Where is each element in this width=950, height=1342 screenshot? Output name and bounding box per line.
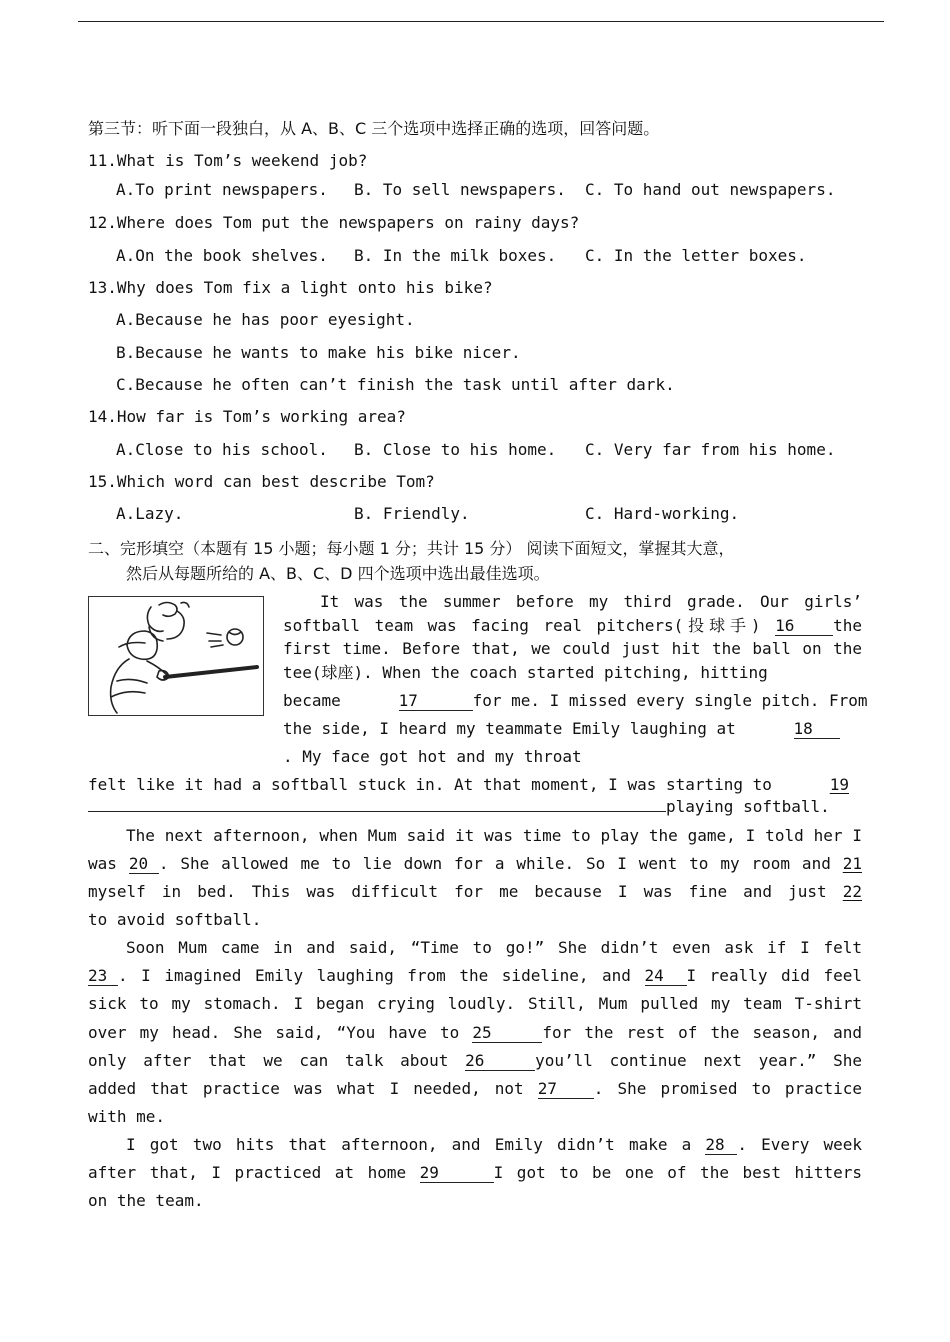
- passage-text: first time. Before that, we could just hit the ball on the: [283, 639, 862, 658]
- passage-line: [88, 796, 830, 818]
- softball-illustration: [88, 596, 264, 716]
- question-11-option-a: A.To print newspapers.: [116, 180, 328, 199]
- passage-text: myself in bed. This was difficult for me because I was fine and just: [88, 882, 827, 901]
- passage-text: . She promised to practice: [593, 1079, 862, 1098]
- blank-number: 29: [419, 1163, 439, 1182]
- passage-line: on the team.: [88, 1191, 204, 1210]
- passage-text: became: [283, 691, 341, 710]
- passage-text: added that practice was what I needed, not: [88, 1079, 524, 1098]
- question-14-option-c: C. Very far from his home.: [585, 440, 836, 459]
- passage-text: . Every week: [737, 1135, 862, 1154]
- passage-line: [88, 993, 862, 1015]
- passage-text: for the rest of the season, and: [542, 1023, 863, 1042]
- question-11-option-b: B. To sell newspapers.: [354, 180, 566, 199]
- blank-29[interactable]: [420, 1164, 494, 1183]
- question-15-option-b: B. Friendly.: [354, 504, 470, 523]
- blank-number: 17: [398, 691, 418, 710]
- question-15-option-c: C. Hard-working.: [585, 504, 740, 523]
- passage-line: [126, 1134, 862, 1156]
- passage-line: with me.: [88, 1107, 166, 1126]
- passage-text: the: [833, 616, 862, 635]
- blank-number: 18: [793, 719, 813, 738]
- blank-number: 24: [644, 966, 664, 985]
- question-11-option-c: C. To hand out newspapers.: [585, 180, 836, 199]
- passage-text: only after that we can talk about: [88, 1051, 449, 1070]
- blank-number: 27: [537, 1079, 558, 1098]
- passage-line: [283, 718, 840, 740]
- question-14-option-a: A.Close to his school.: [116, 440, 328, 459]
- question-11-stem: 11.What is Tom’s weekend job?: [88, 151, 368, 170]
- passage-line: tee(球座). When the coach started pitching, hitting: [283, 663, 768, 682]
- blank-24[interactable]: [645, 967, 687, 986]
- question-14-stem: 14.How far is Tom’s working area?: [88, 407, 406, 426]
- passage-line: [88, 1050, 862, 1072]
- blank-17[interactable]: [399, 692, 473, 711]
- question-12-option-b: B. In the milk boxes.: [354, 246, 557, 265]
- passage-line: [283, 638, 862, 660]
- part2-heading-line2: 然后从每题所给的 A、B、C、D 四个选项中选出最佳选项。: [126, 564, 550, 583]
- passage-line: [283, 615, 862, 637]
- passage-text: felt like it had a softball stuck in. At that moment, I was starting to: [88, 775, 772, 794]
- question-13-option-a: A.Because he has poor eyesight.: [116, 310, 415, 329]
- passage-text: It was the summer before my third grade. Our girls’: [320, 592, 862, 611]
- blank-25[interactable]: [472, 1024, 542, 1043]
- passage-text: playing softball.: [666, 797, 830, 816]
- part2-heading-line1: 二、完形填空（本题有 15 小题；每小题 1 分；共计 15 分） 阅读下面短文，掌握其大意，: [88, 539, 735, 558]
- blank-number: 28: [705, 1135, 725, 1154]
- passage-text: you’ll continue next year.” She: [535, 1051, 862, 1070]
- blank-number: 26: [465, 1051, 485, 1070]
- question-12-stem: 12.Where does Tom put the newspapers on rainy days?: [88, 213, 580, 232]
- blank-number: 25: [472, 1023, 492, 1042]
- passage-text: softball team was facing real pitchers(投球手): [283, 616, 761, 635]
- passage-text: . She allowed me to lie down for a while. So I went to my room and: [158, 854, 831, 873]
- passage-text: I got two hits that afternoon, and Emily didn’t make a: [126, 1135, 692, 1154]
- passage-text: sick to my stomach. I began crying loudly. Still, Mum pulled my team T-shirt: [88, 994, 862, 1013]
- passage-line: [88, 1162, 862, 1184]
- passage-line: . My face got hot and my throat: [283, 747, 582, 766]
- passage-text: for me. I missed every single pitch. From: [472, 691, 868, 710]
- passage-text: after that, I practiced at home: [88, 1163, 407, 1182]
- question-13-stem: 13.Why does Tom fix a light onto his bike?: [88, 278, 493, 297]
- blank-23[interactable]: [88, 967, 118, 986]
- passage-line: [88, 853, 862, 875]
- blank-number: 16: [775, 616, 795, 635]
- passage-line: [283, 690, 868, 712]
- passage-text: . I imagined Emily laughing from the sideline, and: [118, 966, 631, 985]
- blank-27[interactable]: [538, 1080, 594, 1099]
- blank-20[interactable]: [129, 855, 159, 874]
- blank-28[interactable]: [705, 1136, 737, 1155]
- blank-22[interactable]: 22: [842, 882, 863, 901]
- passage-line: [320, 591, 862, 613]
- passage-line: [88, 1022, 862, 1044]
- blank-19-line[interactable]: [88, 811, 666, 812]
- passage-text: was: [88, 854, 117, 873]
- blank-16[interactable]: [775, 617, 833, 636]
- passage-line: [88, 965, 862, 987]
- question-15-stem: 15.Which word can best describe Tom?: [88, 472, 435, 491]
- passage-text: over my head. She said, “You have to: [88, 1023, 460, 1042]
- passage-text: The next afternoon, when Mum said it was time to play the game, I told her I: [126, 826, 862, 845]
- question-12-option-a: A.On the book shelves.: [116, 246, 328, 265]
- blank-21[interactable]: 21: [842, 854, 862, 873]
- passage-text: the side, I heard my teammate Emily laughing at: [283, 719, 736, 738]
- softball-player-drawing: [89, 597, 263, 715]
- question-13-option-b: B.Because he wants to make his bike nicer.: [116, 343, 521, 362]
- passage-text: Soon Mum came in and said, “Time to go!” She didn’t even ask if I felt: [126, 938, 862, 957]
- question-15-option-a: A.Lazy.: [116, 504, 184, 523]
- section3-heading: 第三节：听下面一段独白，从 A、B、C 三个选项中选择正确的选项，回答问题。: [88, 119, 660, 138]
- blank-18[interactable]: [794, 720, 840, 739]
- passage-line: [88, 1078, 862, 1100]
- passage-line: [126, 825, 862, 847]
- passage-line: [126, 937, 862, 959]
- blank-number: 20: [128, 854, 149, 873]
- passage-line: [88, 881, 862, 903]
- question-12-option-c: C. In the letter boxes.: [585, 246, 807, 265]
- passage-line: [88, 774, 849, 796]
- blank-19[interactable]: 19: [829, 775, 849, 794]
- passage-text: I got to be one of the best hitters: [493, 1163, 862, 1182]
- header-rule: [78, 21, 884, 22]
- passage-line: to avoid softball.: [88, 910, 262, 929]
- passage-text: I really did feel: [686, 966, 862, 985]
- blank-26[interactable]: [465, 1052, 535, 1071]
- question-14-option-b: B. Close to his home.: [354, 440, 557, 459]
- blank-number: 23: [88, 966, 108, 985]
- question-13-option-c: C.Because he often can’t finish the task until after dark.: [116, 375, 675, 394]
